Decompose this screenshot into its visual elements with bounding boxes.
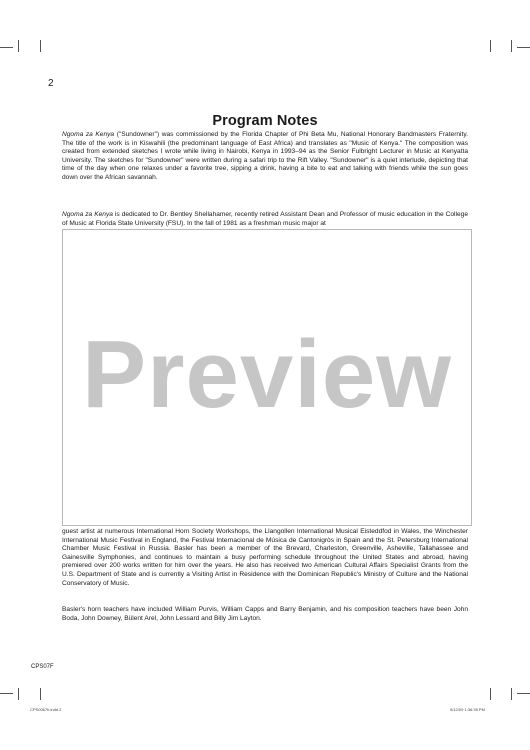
crop-mark bbox=[18, 688, 19, 700]
crop-mark bbox=[490, 688, 491, 700]
crop-mark bbox=[517, 47, 530, 48]
crop-mark bbox=[40, 688, 41, 700]
paragraph-commission bbox=[62, 131, 468, 183]
preview-watermark: Preview bbox=[82, 321, 452, 428]
crop-mark bbox=[40, 40, 41, 52]
work-title: Ngoma za Kenya bbox=[62, 211, 113, 218]
paragraph-text: ("Sundowner") was commissioned by the Florida Chapter of Phi Beta Mu, National Honorary Bandmasters Fraternity. The title of the work is in Kiswahili (the predominant language of East Africa) and translates as "Music of Kenya." The composition was created from extended sketches I wrote while living in Nairobi, Kenya in 1993–94 as the Senior Fulbright Lecturer in Music at Kenyatta University. The sketches for "Sundowner" were written during a safari trip to the Rift Valley. "Sundowner" is a quiet interlude, depicting that time of the day when one relaxes under a favorite tree, sipping a drink, having a bite to eat and talking with friends while the sun goes down over the African savannah. bbox=[62, 131, 468, 181]
crop-mark bbox=[0, 47, 13, 48]
crop-mark bbox=[18, 40, 19, 52]
page-title: Program Notes bbox=[212, 113, 318, 129]
crop-mark bbox=[511, 40, 512, 52]
crop-mark bbox=[490, 40, 491, 52]
preview-overlay bbox=[62, 229, 472, 526]
work-title: Ngoma za Kenya bbox=[62, 131, 115, 138]
paragraph-teachers: Basler's horn teachers have included William Purvis, William Capps and Barry Benjamin, and his composition teachers have been John Boda, John Downey, Bülent Arel, John Lessard and Billy Jim Layton. bbox=[62, 606, 468, 622]
paragraph-biography: guest artist at numerous International Horn Society Workshops, the Llangollen International Musical Eisteddfod in Wales, the Winchester International Music Festival in England, the Festival Internacional de Música de Cantonigròs in Spain and the St. Petersburg International Chamber Music Festival in Russia. Basler has been a member of the Brevard, Charleston, Greenville, Asheville, Tallahassee and Gainesville Symphonies, and continues to maintain a busy performing schedule throughout the United States and abroad, having premiered over 200 works written for him over the years. He also has received two American Cultural Affairs Specialist Grants from the U.S. Department of State and is currently a Visiting Artist in Residence with the Dominican Republic's Ministry of Culture and the National Conservatory of Music. bbox=[62, 528, 468, 587]
crop-mark bbox=[0, 693, 13, 694]
paragraph-text: is dedicated to Dr. Bentley Shellahamer, recently retired Assistant Dean and Professor of music education in the College of Music at Florida State University (FSU). In the fall of 1981 as a freshman music major at bbox=[62, 211, 468, 227]
page-number: 2 bbox=[48, 78, 54, 89]
crop-mark bbox=[517, 693, 530, 694]
print-timestamp: 5/12/09 1:36:35 PM bbox=[450, 707, 485, 712]
catalog-code: CPS07F bbox=[31, 664, 54, 670]
file-slug: CPS0067b.indd 2 bbox=[30, 707, 62, 712]
crop-mark bbox=[511, 688, 512, 700]
paragraph-dedication bbox=[62, 211, 468, 228]
